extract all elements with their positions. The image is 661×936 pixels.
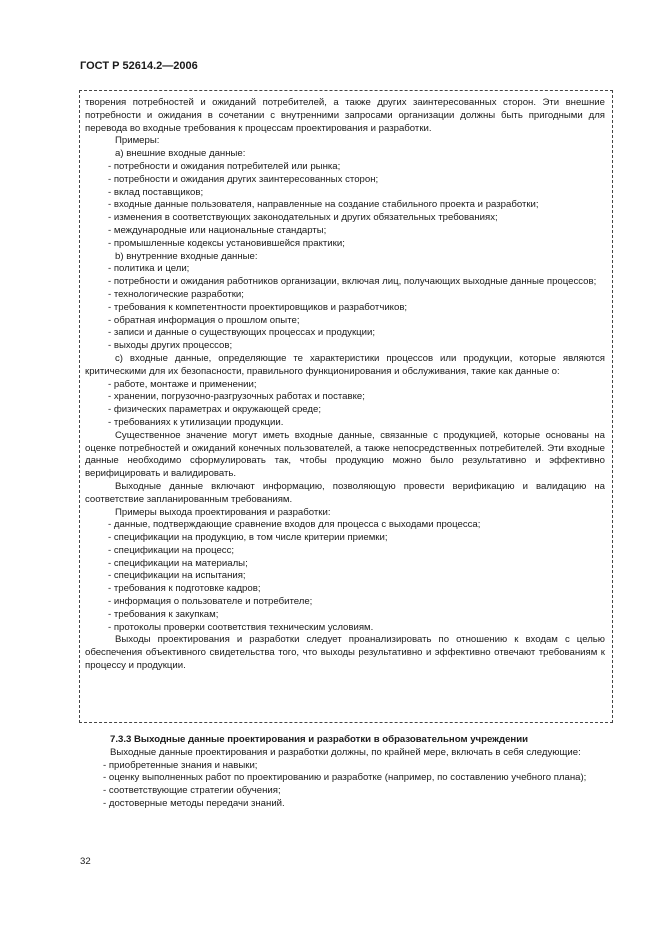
examples-label: Примеры:	[115, 135, 160, 147]
list-item: - соответствующие стратегии обучения;	[103, 785, 281, 797]
list-item: - информация о пользователе и потребителе;	[108, 596, 313, 608]
list-item: - потребности и ожидания потребителей или рынка;	[108, 160, 341, 172]
list-item: - обратная информация о прошлом опыте;	[108, 314, 300, 326]
document-header: ГОСТ Р 52614.2—2006	[80, 60, 198, 72]
list-item: - протоколы проверки соответствия техническим условиям.	[108, 621, 374, 633]
list-item: - потребности и ожидания работников организации, включая лиц, получающих выходные данные процессов;	[108, 276, 597, 288]
list-item: - записи и данные о существующих процессах и продукции;	[108, 327, 376, 339]
outputs-paragraph: Выходные данные включают информацию, позволяющую провести верификацию и валидацию на соответствие запланированным требованиям.	[85, 480, 605, 505]
note-box	[79, 90, 613, 723]
external-inputs-label: а) внешние входные данные:	[115, 148, 246, 160]
page-number: 32	[80, 856, 91, 867]
list-item: - выходы других процессов;	[108, 340, 233, 352]
list-item: - достоверные методы передачи знаний.	[103, 797, 285, 809]
intro-paragraph: творения потребностей и ожиданий потребителей, а также других заинтересованных сторон. Эти внешние потребности и ожидания в сочетании с внутренними запросами организации должны быть пригодными для перевода во входные требования к процессам проектирования и разработки.	[85, 97, 605, 134]
list-item: - требованиях к утилизации продукции.	[108, 416, 284, 428]
review-paragraph: Выходы проектирования и разработки следует проанализировать по отношению к входам с целью обеспечения объективного свидетельства того, что выходы результативно и эффективно отвечают требованиям к процессу и продукции.	[85, 634, 605, 672]
critical-inputs-paragraph: c) входные данные, определяющие те характеристики процессов или продукции, которые являются критическими для их безопасности, правильного функционирования и обслуживания, такие как данные о:	[85, 352, 605, 377]
outputs-examples-label: Примеры выхода проектирования и разработки:	[115, 506, 331, 518]
list-item: - спецификации на материалы;	[108, 557, 248, 569]
section-paragraph: Выходные данные проектирования и разработки должны, по крайней мере, включать в себя следующие:	[110, 746, 581, 758]
list-item: - требования к компетентности проектировщиков и разработчиков;	[108, 301, 408, 313]
list-item: - спецификации на испытания;	[108, 570, 246, 582]
list-item: - приобретенные знания и навыки;	[103, 759, 258, 771]
list-item: - потребности и ожидания других заинтересованных сторон;	[108, 173, 379, 185]
list-item: - физических параметрах и окружающей среде;	[108, 404, 322, 416]
list-item: - политика и цели;	[108, 263, 190, 275]
section-heading: 7.3.3 Выходные данные проектирования и разработки в образовательном учреждении	[110, 734, 528, 745]
list-item: - оценку выполненных работ по проектированию и разработке (например, по составлению учебного плана);	[103, 772, 587, 784]
internal-inputs-label: b) внутренние входные данные:	[115, 250, 258, 262]
list-item: - изменения в соответствующих законодательных и других обязательных требованиях;	[108, 212, 498, 224]
list-item: - работе, монтаже и применении;	[108, 378, 257, 390]
significance-paragraph: Существенное значение могут иметь входные данные, связанные с продукцией, которые основаны на оценке потребностей и ожиданий конечных пользователей, а также непосредственных потребителей. Эти входные данные необходимо сформулировать так, чтобы продукцию можно было результативно и эффективно верифицировать и валидировать.	[85, 429, 605, 480]
list-item: - спецификации на продукцию, в том числе критерии приемки;	[108, 532, 388, 544]
list-item: - вклад поставщиков;	[108, 186, 204, 198]
list-item: - данные, подтверждающие сравнение входов для процесса с выходами процесса;	[108, 519, 481, 531]
list-item: - требования к закупкам;	[108, 608, 219, 620]
section-7-3-3	[80, 734, 612, 811]
list-item: - технологические разработки;	[108, 288, 244, 300]
list-item: - международные или национальные стандарты;	[108, 224, 327, 236]
list-item: - входные данные пользователя, направленные на создание стабильного проекта и разработки;	[108, 199, 539, 211]
list-item: - требования к подготовке кадров;	[108, 583, 261, 595]
list-item: - хранении, погрузочно-разгрузочных работах и поставке;	[108, 391, 365, 403]
list-item: - спецификации на процесс;	[108, 544, 235, 556]
list-item: - промышленные кодексы установившейся практики;	[108, 237, 345, 249]
